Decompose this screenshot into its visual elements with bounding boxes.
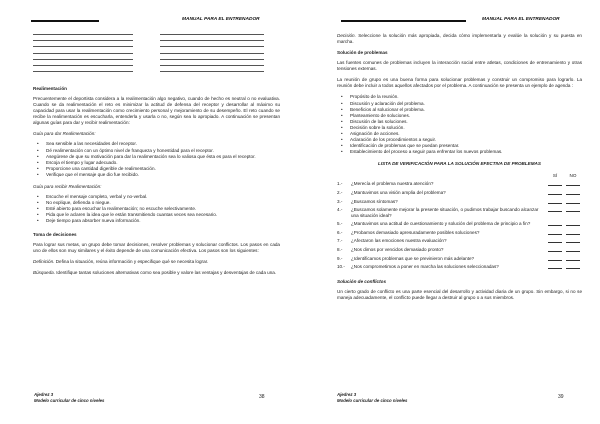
guia-recibir-title: Guía para recibir Realimentación: bbox=[33, 183, 102, 189]
answer-si[interactable] bbox=[546, 264, 564, 273]
list-item: • Discusión de las soluciones. bbox=[337, 119, 582, 125]
answer-si[interactable] bbox=[546, 247, 564, 256]
header-title: MANUAL PARA EL ENTRENADOR bbox=[482, 17, 560, 22]
toma-decisiones-paragraph: Para lograr sus metas, un grupo debe tomar decisiones, resolver problemas y solucionar conflictos. Los pasos en cada uno de ellos son muy similares y el éxito depende de una comunicación efectiva. Los pasos son los siguientes: bbox=[33, 242, 280, 254]
list-item: • Esté abierto para escuchar la realimentación; no escuche selectivamente. bbox=[33, 206, 280, 212]
agenda-list bbox=[337, 94, 582, 155]
solucion-paragraph-1: Las fuentes comunes de problemas incluyen la interacción social entre atletas, condiciones de entrenamiento y otras tensiones externas. bbox=[337, 60, 582, 72]
col-si: SÍ bbox=[552, 173, 558, 179]
realimentacion-paragraph: Precuentemente el deportista considera a la realimentación algo negativo, cuando de hecho es neutral o no evaluativa. Cuando se da realimentación el reto es minimizar la actitud de defensa del receptor y desarrollar al máximo su capacidad para usar la realimentación como crecimiento personal y mejoramiento de su desempeño. El reto cuando se recibe la realimentación es escucharla, entenderla y usarla o no, según sea lo apropiado. A continuación se presentan algunas guías para dar y recibir realimentación: bbox=[33, 96, 280, 126]
busqueda-text: Identifique tantas soluciones alternativas como sea posible y valore las ventajas y desventajas de cada una. bbox=[54, 270, 277, 276]
header-rule-right bbox=[341, 20, 466, 22]
section-heading-toma-decisiones: Toma de decisiones bbox=[33, 232, 77, 238]
row-question: ¿Probamos demasiado apresuradamente posibles soluciones? bbox=[351, 229, 480, 235]
decision-paragraph bbox=[337, 33, 582, 45]
row-number: 5.- bbox=[337, 220, 343, 226]
answer-si[interactable] bbox=[546, 199, 564, 208]
guia-dar-list bbox=[33, 141, 280, 177]
left-content bbox=[33, 86, 280, 282]
row-question: ¿Buscamos síntomas? bbox=[351, 198, 398, 204]
table-row bbox=[337, 247, 582, 256]
list-item: • Sea sensible a las necesidades del receptor. bbox=[33, 141, 280, 147]
answer-no[interactable] bbox=[564, 256, 582, 265]
list-item: • Proporcione una cantidad digerible de realimentación. bbox=[33, 166, 280, 172]
list-item: • Discusión y aclaración del problema. bbox=[337, 101, 582, 107]
guia-recibir-list bbox=[33, 194, 280, 224]
list-item: • Asignación de acciones. bbox=[337, 131, 582, 137]
answer-no[interactable] bbox=[564, 221, 582, 230]
table-row bbox=[337, 190, 582, 199]
answer-no[interactable] bbox=[564, 230, 582, 239]
table-row bbox=[337, 264, 582, 273]
list-item: • Aclaración de los procedimientos a seguir. bbox=[337, 137, 582, 143]
section-heading-solucion-problemas: Solución de problemas bbox=[337, 50, 388, 56]
list-item: • Planteamiento de soluciones. bbox=[337, 113, 582, 119]
answer-no[interactable] bbox=[564, 264, 582, 273]
guia-dar-title: Guía para dar Realimentación: bbox=[33, 131, 96, 137]
row-question: ¿Mantuvimos una visión amplia del problema? bbox=[351, 189, 446, 195]
list-item: • Asegúrese de que su motivación para dar la realimentación sea lo valiosa que ésta es para el receptor. bbox=[33, 154, 280, 160]
list-item: • Dé realimentación con un óptimo nivel de franqueza y honestidad para el receptor. bbox=[33, 148, 280, 154]
checklist-column-headers bbox=[337, 173, 582, 179]
list-item: • Escoja el tiempo y lugar adecuado. bbox=[33, 160, 280, 166]
table-row bbox=[337, 238, 582, 247]
definicion-label: Definición. bbox=[33, 259, 55, 265]
row-question: ¿Afectaron las emociones nuestra evaluación? bbox=[351, 238, 447, 244]
row-number: 2.- bbox=[337, 189, 343, 195]
checklist-title: LISTA DE VERIFICACIÓN PARA LA SOLUCIÓN EFECTIVA DE PROBLEMAS bbox=[378, 161, 541, 167]
row-question: ¿Merecía el problema nuestra atención? bbox=[351, 181, 434, 187]
list-item: • Propósito de la reunión. bbox=[337, 94, 582, 100]
row-number: 6.- bbox=[337, 229, 343, 235]
header-rule-left bbox=[31, 20, 99, 22]
definicion-paragraph bbox=[33, 259, 280, 265]
checklist-table bbox=[337, 181, 582, 273]
list-item: • Deje tiempo para absorber nueva información. bbox=[33, 218, 280, 224]
blank-lines-right bbox=[160, 34, 264, 77]
answer-si[interactable] bbox=[546, 256, 564, 265]
busqueda-paragraph bbox=[33, 270, 280, 276]
page-number: 39 bbox=[558, 394, 564, 400]
list-item: • No explique, defienda o niegue. bbox=[33, 200, 280, 206]
answer-no[interactable] bbox=[564, 181, 582, 190]
row-question: ¿Mantuvimos una actitud de cuestionamiento y solución del problema de principio a fin? bbox=[351, 220, 531, 226]
list-item: • Establecimiento del proceso a seguir para enfrentar los nuevos problemas. bbox=[337, 149, 582, 155]
row-number: 9.- bbox=[337, 255, 343, 261]
list-item: • Escuche el mensaje completo, verbal y no-verbal. bbox=[33, 194, 280, 200]
row-question: ¿Identificamos problemas que se previnieron más adelante? bbox=[351, 255, 475, 261]
footer-line-2: Modelo curricular de cinco niveles bbox=[337, 397, 408, 403]
footer-line-2: Modelo curricular de cinco niveles bbox=[34, 397, 105, 403]
answer-si[interactable] bbox=[546, 221, 564, 230]
table-row bbox=[337, 199, 582, 208]
decision-label: Decisión. bbox=[337, 33, 356, 38]
row-question: ¿Buscamos solamente mejorar la presente situación, o pudimos trabajar buscando alcanzar una situación ideal? bbox=[351, 207, 539, 219]
right-page bbox=[300, 0, 600, 424]
answer-no[interactable] bbox=[564, 247, 582, 256]
table-row bbox=[337, 256, 582, 265]
footer-line-1: Ajedrez 3 bbox=[337, 392, 357, 397]
decision-text: Seleccione la solución más apropiada, decida cómo implementarla y evalúe la solución y su puesta en marcha. bbox=[337, 33, 582, 45]
answer-no[interactable] bbox=[564, 207, 582, 221]
row-number: 7.- bbox=[337, 238, 343, 244]
table-row bbox=[337, 230, 582, 239]
header-title: MANUAL PARA EL ENTRENADOR bbox=[182, 17, 260, 22]
section-heading-realimentacion: Realimentación bbox=[33, 86, 67, 91]
table-row bbox=[337, 207, 582, 221]
footer bbox=[337, 392, 407, 404]
table-row bbox=[337, 181, 582, 190]
row-number: 8.- bbox=[337, 246, 343, 252]
answer-no[interactable] bbox=[564, 190, 582, 199]
definicion-text: Defina la situación, reúna información y especifique qué se necesita lograr. bbox=[54, 259, 209, 265]
blank-lines-left bbox=[33, 34, 133, 77]
row-number: 10.- bbox=[337, 264, 345, 270]
solucion-paragraph-2: La reunión de grupo es una buena forma para solucionar problemas y construir un compromiso para lograrlo. La reunión debe incluir a todos aquellos afectados por el problema. A continuación se presenta un ejemplo de agenda : bbox=[337, 77, 582, 89]
page-number: 38 bbox=[259, 394, 265, 400]
row-number: 3.- bbox=[337, 198, 343, 204]
conflictos-paragraph: Un cierto grado de conflicto es una parte esencial del desarrollo y actividad diaria de un grupo. Sin embargo, si no se maneja adecuadamente, el conflicto puede llegar a destruir al grupo o a sus miembros. bbox=[337, 288, 582, 300]
answer-no[interactable] bbox=[564, 238, 582, 247]
answer-si[interactable] bbox=[546, 238, 564, 247]
right-content bbox=[337, 33, 582, 306]
row-question: ¿Nos comprometimos a poner en marcha las soluciones seleccionadas? bbox=[351, 264, 499, 270]
footer bbox=[34, 392, 104, 404]
col-no: NO bbox=[569, 173, 577, 179]
list-item: • Verifique que el mensaje que dio fue recibido. bbox=[33, 172, 280, 178]
answer-si[interactable] bbox=[546, 181, 564, 190]
answer-si[interactable] bbox=[546, 230, 564, 239]
row-question: ¿Nos dimos por vencidos demasiado pronto? bbox=[351, 246, 444, 252]
list-item: • Beneficios al solucionar el problema. bbox=[337, 107, 582, 113]
row-number: 4.- bbox=[337, 207, 343, 213]
answer-si[interactable] bbox=[546, 190, 564, 199]
list-item: • Pida que le aclaren la idea que le están transmitiendo cuantas veces sea necesario. bbox=[33, 212, 280, 218]
list-item: • Identificación de problemas que se puedan presentar. bbox=[337, 143, 582, 149]
section-heading-conflictos: Solución de conflictos bbox=[337, 278, 387, 284]
busqueda-label: Búsqueda. bbox=[33, 270, 55, 276]
answer-si[interactable] bbox=[546, 207, 564, 221]
footer-line-1: Ajedrez 3 bbox=[34, 392, 54, 397]
answer-no[interactable] bbox=[564, 199, 582, 208]
row-number: 1.- bbox=[337, 181, 343, 187]
list-item: • Decisión sobre la solución. bbox=[337, 125, 582, 131]
table-row bbox=[337, 221, 582, 230]
